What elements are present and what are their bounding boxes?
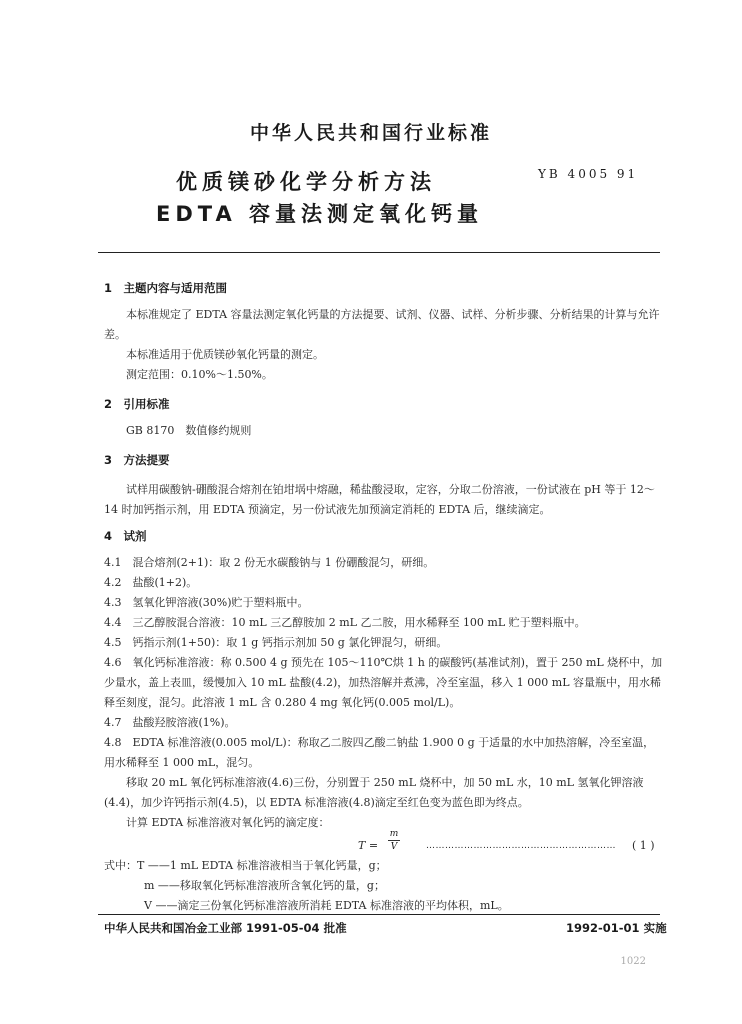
section-4-heading: 4 试剂 bbox=[104, 529, 147, 543]
reagent-4-3: 4.3 氢氧化钾溶液(30%)贮于塑料瓶中。 bbox=[104, 596, 309, 609]
section-3-heading: 3 方法提要 bbox=[104, 453, 170, 467]
section-1-heading: 1 主题内容与适用范围 bbox=[104, 281, 228, 295]
section-3-paragraph: 试样用碳酸钠-硼酸混合熔剂在铂坩埚中熔融，稀盐酸浸取，定容，分取二份溶液，一份试液在 pH 等于 12～14 时加钙指示剂，用 EDTA 预滴定，另一份试液先加预滴定消耗的 EDTA 后，继续滴定。 bbox=[104, 483, 655, 516]
reagent-4-4: 4.4 三乙醇胺混合溶液：10 mL 三乙醇胺加 2 mL 乙二胺，用水稀释至 100 mL 贮于塑料瓶中。 bbox=[104, 616, 586, 629]
effective-date: 1992-01-01 实施 bbox=[566, 921, 667, 935]
formula-denominator: V bbox=[388, 840, 400, 853]
section-1-paragraph-3: 测定范围：0.10%～1.50%。 bbox=[126, 368, 273, 381]
section-1-paragraph-1: 本标准规定了 EDTA 容量法测定氧化钙量的方法提要、试剂、仪器、试样、分析步骤、分析结果的计算与允许差。 bbox=[104, 308, 660, 341]
title-line-2: EDTA 容量法测定氧化钙量 bbox=[156, 202, 484, 226]
formula-numerator: m bbox=[389, 829, 399, 839]
section-1-paragraph-2: 本标准适用于优质镁砂氧化钙量的测定。 bbox=[126, 348, 324, 361]
section-2-heading: 2 引用标准 bbox=[104, 397, 170, 411]
legend-V: V ——滴定三份氧化钙标准溶液所消耗 EDTA 标准溶液的平均体积，mL。 bbox=[144, 899, 509, 912]
issuing-body: 中华人民共和国行业标准 bbox=[249, 122, 492, 144]
reagent-4-6: 4.6 氧化钙标准溶液：称 0.500 4 g 预先在 105～110℃烘 1 h 的碳酸钙(基准试剂)，置于 250 mL 烧杯中，加少量水，盖上表皿，缓慢加入 10 mL 盐酸(4.2)，加热溶解并煮沸，冷至室温，移入 1 000 mL 容量瓶中，用水稀释至刻度，混匀。此溶液 1 mL 含 0.280 4 mg 氧化钙(0.005 mol/L)。 bbox=[104, 656, 663, 709]
title-line-1: 优质镁砂化学分析方法 bbox=[176, 170, 436, 194]
page-number: 1022 bbox=[620, 956, 646, 967]
formula-leader-dots: …………………………………………………… bbox=[426, 841, 616, 851]
standard-code: YB 4005 91 bbox=[538, 167, 639, 181]
reagent-4-7: 4.7 盐酸羟胺溶液(1%)。 bbox=[104, 716, 236, 729]
reagent-4-8-procedure: 移取 20 mL 氧化钙标准溶液(4.6)三份，分别置于 250 mL 烧杯中，加 50 mL 水，10 mL 氢氧化钾溶液(4.4)，加少许钙指示剂(4.5)，以 EDTA 标准溶液(4.8)滴定至红色变为蓝色即为终点。 bbox=[104, 776, 644, 809]
legend-T: 式中：T ——1 mL EDTA 标准溶液相当于氧化钙量，g； bbox=[104, 859, 387, 872]
footer-divider bbox=[98, 914, 660, 915]
header-divider bbox=[98, 252, 660, 253]
formula-fraction bbox=[388, 828, 400, 853]
reference-gb8170: GB 8170 数值修约规则 bbox=[126, 424, 252, 437]
reagent-4-8: 4.8 EDTA 标准溶液(0.005 mol/L)：称取乙二胺四乙酸二钠盐 1.900 0 g 于适量的水中加热溶解，冷至室温，用水稀释至 1 000 mL，混匀。 bbox=[104, 736, 655, 769]
formula-number: ( 1 ) bbox=[632, 839, 655, 852]
reagent-4-1: 4.1 混合熔剂(2+1)：取 2 份无水碳酸钠与 1 份硼酸混匀，研细。 bbox=[104, 556, 435, 569]
reagent-4-8-calc-intro: 计算 EDTA 标准溶液对氧化钙的滴定度： bbox=[126, 816, 330, 829]
approval-note: 中华人民共和国冶金工业部 1991-05-04 批准 bbox=[104, 921, 347, 935]
legend-m: m ——移取氧化钙标准溶液所含氧化钙的量，g； bbox=[144, 879, 385, 892]
reagent-4-2: 4.2 盐酸(1+2)。 bbox=[104, 576, 198, 589]
formula-lhs: T = bbox=[358, 839, 379, 852]
reagent-4-5: 4.5 钙指示剂(1+50)：取 1 g 钙指示剂加 50 g 氯化钾混匀，研细。 bbox=[104, 636, 448, 649]
